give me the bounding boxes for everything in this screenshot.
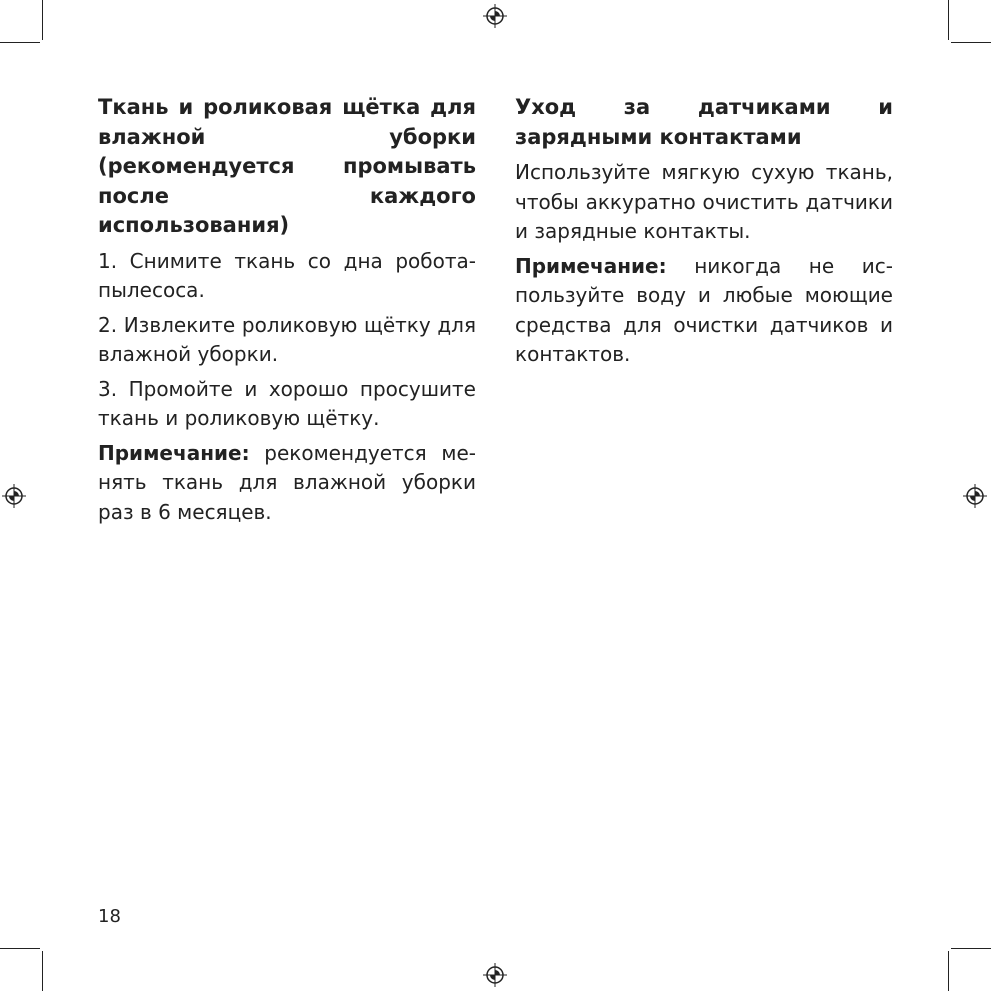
crop-mark	[951, 948, 991, 949]
section-heading-cloth-brush: Ткань и роликовая щётка для влажной уборки (рекомендуется промывать после каждого использования)	[98, 95, 476, 237]
note-label: Примечание:	[515, 253, 667, 278]
registration-mark-icon	[963, 484, 987, 508]
sensors-paragraph: Используйте мягкую сухую ткань, чтобы аккуратно очистить датчики и зарядные контакты.	[515, 160, 893, 243]
page-number: 18	[98, 906, 121, 927]
crop-mark	[951, 42, 991, 43]
step-3: 3. Промойте и хорошо просушите ткань и роликовую щётку.	[98, 376, 476, 430]
note	[98, 439, 476, 528]
note	[515, 252, 893, 370]
note-text: рекомендуется менять ткань для влажной уборки раз в 6 месяцев.	[98, 440, 476, 524]
step-2: 2. Извлеките роликовую щётку для влажной уборки.	[98, 312, 476, 366]
crop-mark	[948, 0, 949, 40]
note-label: Примечание:	[98, 440, 250, 465]
step-1: 1. Снимите ткань со дна робота-пылесоса.	[98, 248, 476, 302]
crop-mark	[42, 951, 43, 991]
crop-mark	[948, 951, 949, 991]
note-text: никогда не используйте воду и любые моющие средства для очистки датчиков и контактов.	[515, 253, 893, 366]
registration-mark-icon	[483, 963, 507, 987]
left-column	[98, 93, 476, 532]
right-column	[515, 93, 893, 375]
crop-mark	[0, 948, 40, 949]
registration-mark-icon	[483, 4, 507, 28]
crop-mark	[42, 0, 43, 40]
crop-mark	[0, 42, 40, 43]
registration-mark-icon	[2, 484, 26, 508]
section-heading-sensors: Уход за датчиками и зарядными контактами	[515, 95, 893, 149]
